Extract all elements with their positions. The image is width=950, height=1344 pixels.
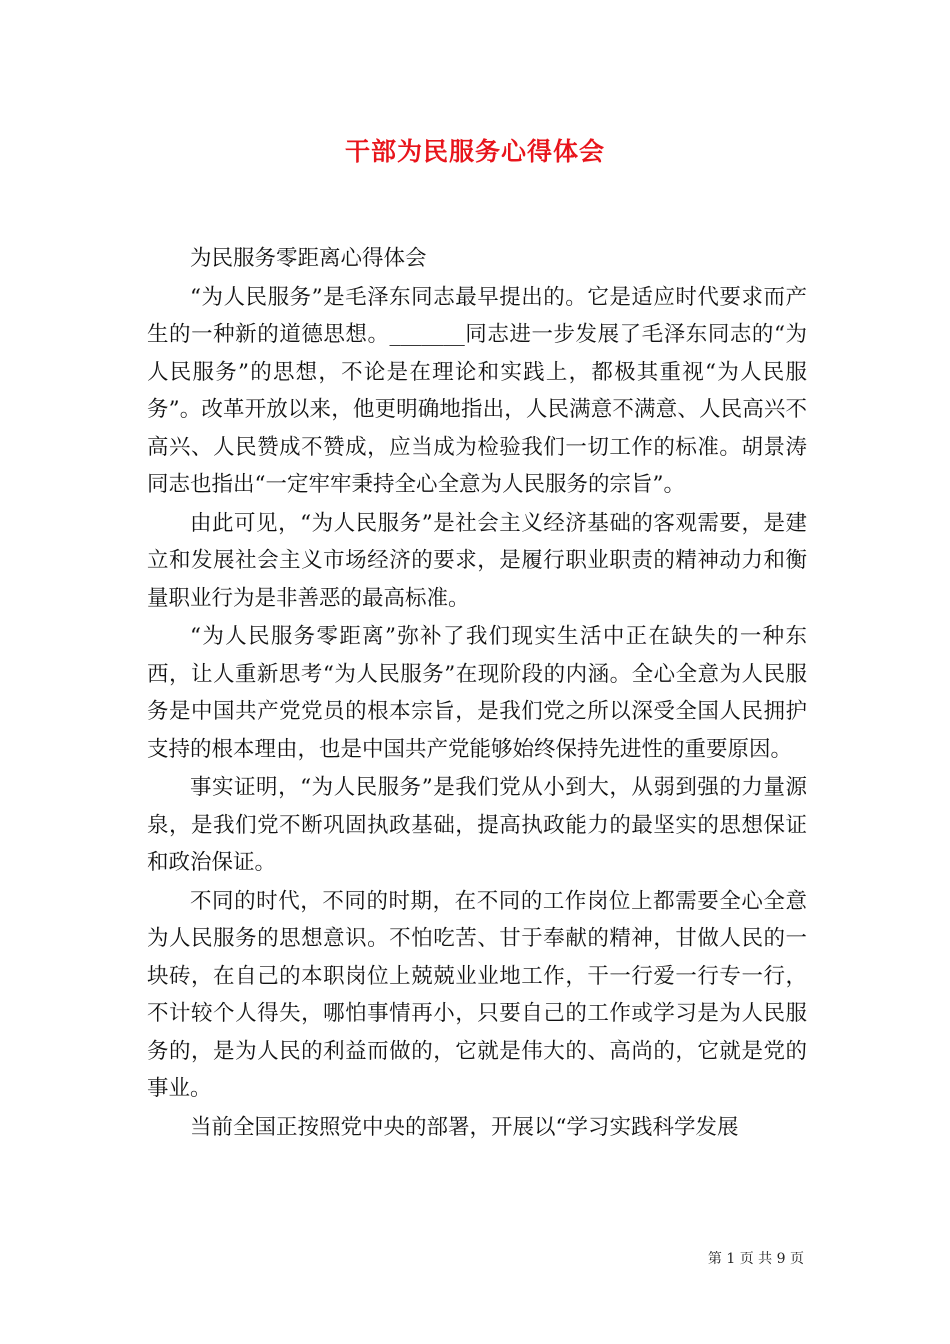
paragraph: 由此可见，“为人民服务”是社会主义经济基础的客观需要，是建立和发展社会主义市场经济的要求，是履行职业职责的精神动力和衡量职业行为是非善恶的最高标准。 bbox=[147, 510, 807, 611]
document-subtitle: 为民服务零距离心得体会 bbox=[190, 246, 427, 271]
paragraph: 事实证明，“为人民服务”是我们党从小到大，从弱到强的力量源泉，是我们党不断巩固执政基础，提高执政能力的最坚实的思想保证和政治保证。 bbox=[147, 775, 807, 875]
paragraph: “为人民服务零距离”弥补了我们现实生活中正在缺失的一种东西，让人重新思考“为人民服务”在现阶段的内涵。全心全意为人民服务是中国共产党党员的根本宗旨，是我们党之所以深受全国人民拥护支持的根本理由，也是中国共产党能够始终保持先进性的重要原因。 bbox=[147, 624, 807, 762]
paragraph: 当前全国正按照党中央的部署，开展以“学习实践科学发展 bbox=[190, 1114, 739, 1140]
paragraph: 不同的时代，不同的时期，在不同的工作岗位上都需要全心全意为人民服务的思想意识。不怕吃苦、甘于奉献的精神，甘做人民的一块砖，在自己的本职岗位上兢兢业业地工作，干一行爱一行专一行，不计较个人得失，哪怕事情再小，只要自己的工作或学习是为人民服务的，是为人民的利益而做的，它就是伟大的、高尚的，它就是党的事业。 bbox=[147, 888, 807, 1101]
document-body bbox=[147, 240, 807, 1147]
page-title: 干部为民服务心得体会 bbox=[344, 137, 605, 166]
page-number: 第 1 页 共 9 页 bbox=[707, 1251, 804, 1267]
paragraph: “为人民服务”是毛泽东同志最早提出的。它是适应时代要求而产生的一种新的道德思想。_______同志进一步发展了毛泽东同志的“为人民服务”的思想，不论是在理论和实践上，都极其重视“为人民服务”。改革开放以来，他更明确地指出，人民满意不满意、人民高兴不高兴、人民赞成不赞成，应当成为检验我们一切工作的标准。胡景涛同志也指出“一定牢牢秉持全心全意为人民服务的宗旨”。 bbox=[147, 284, 807, 497]
